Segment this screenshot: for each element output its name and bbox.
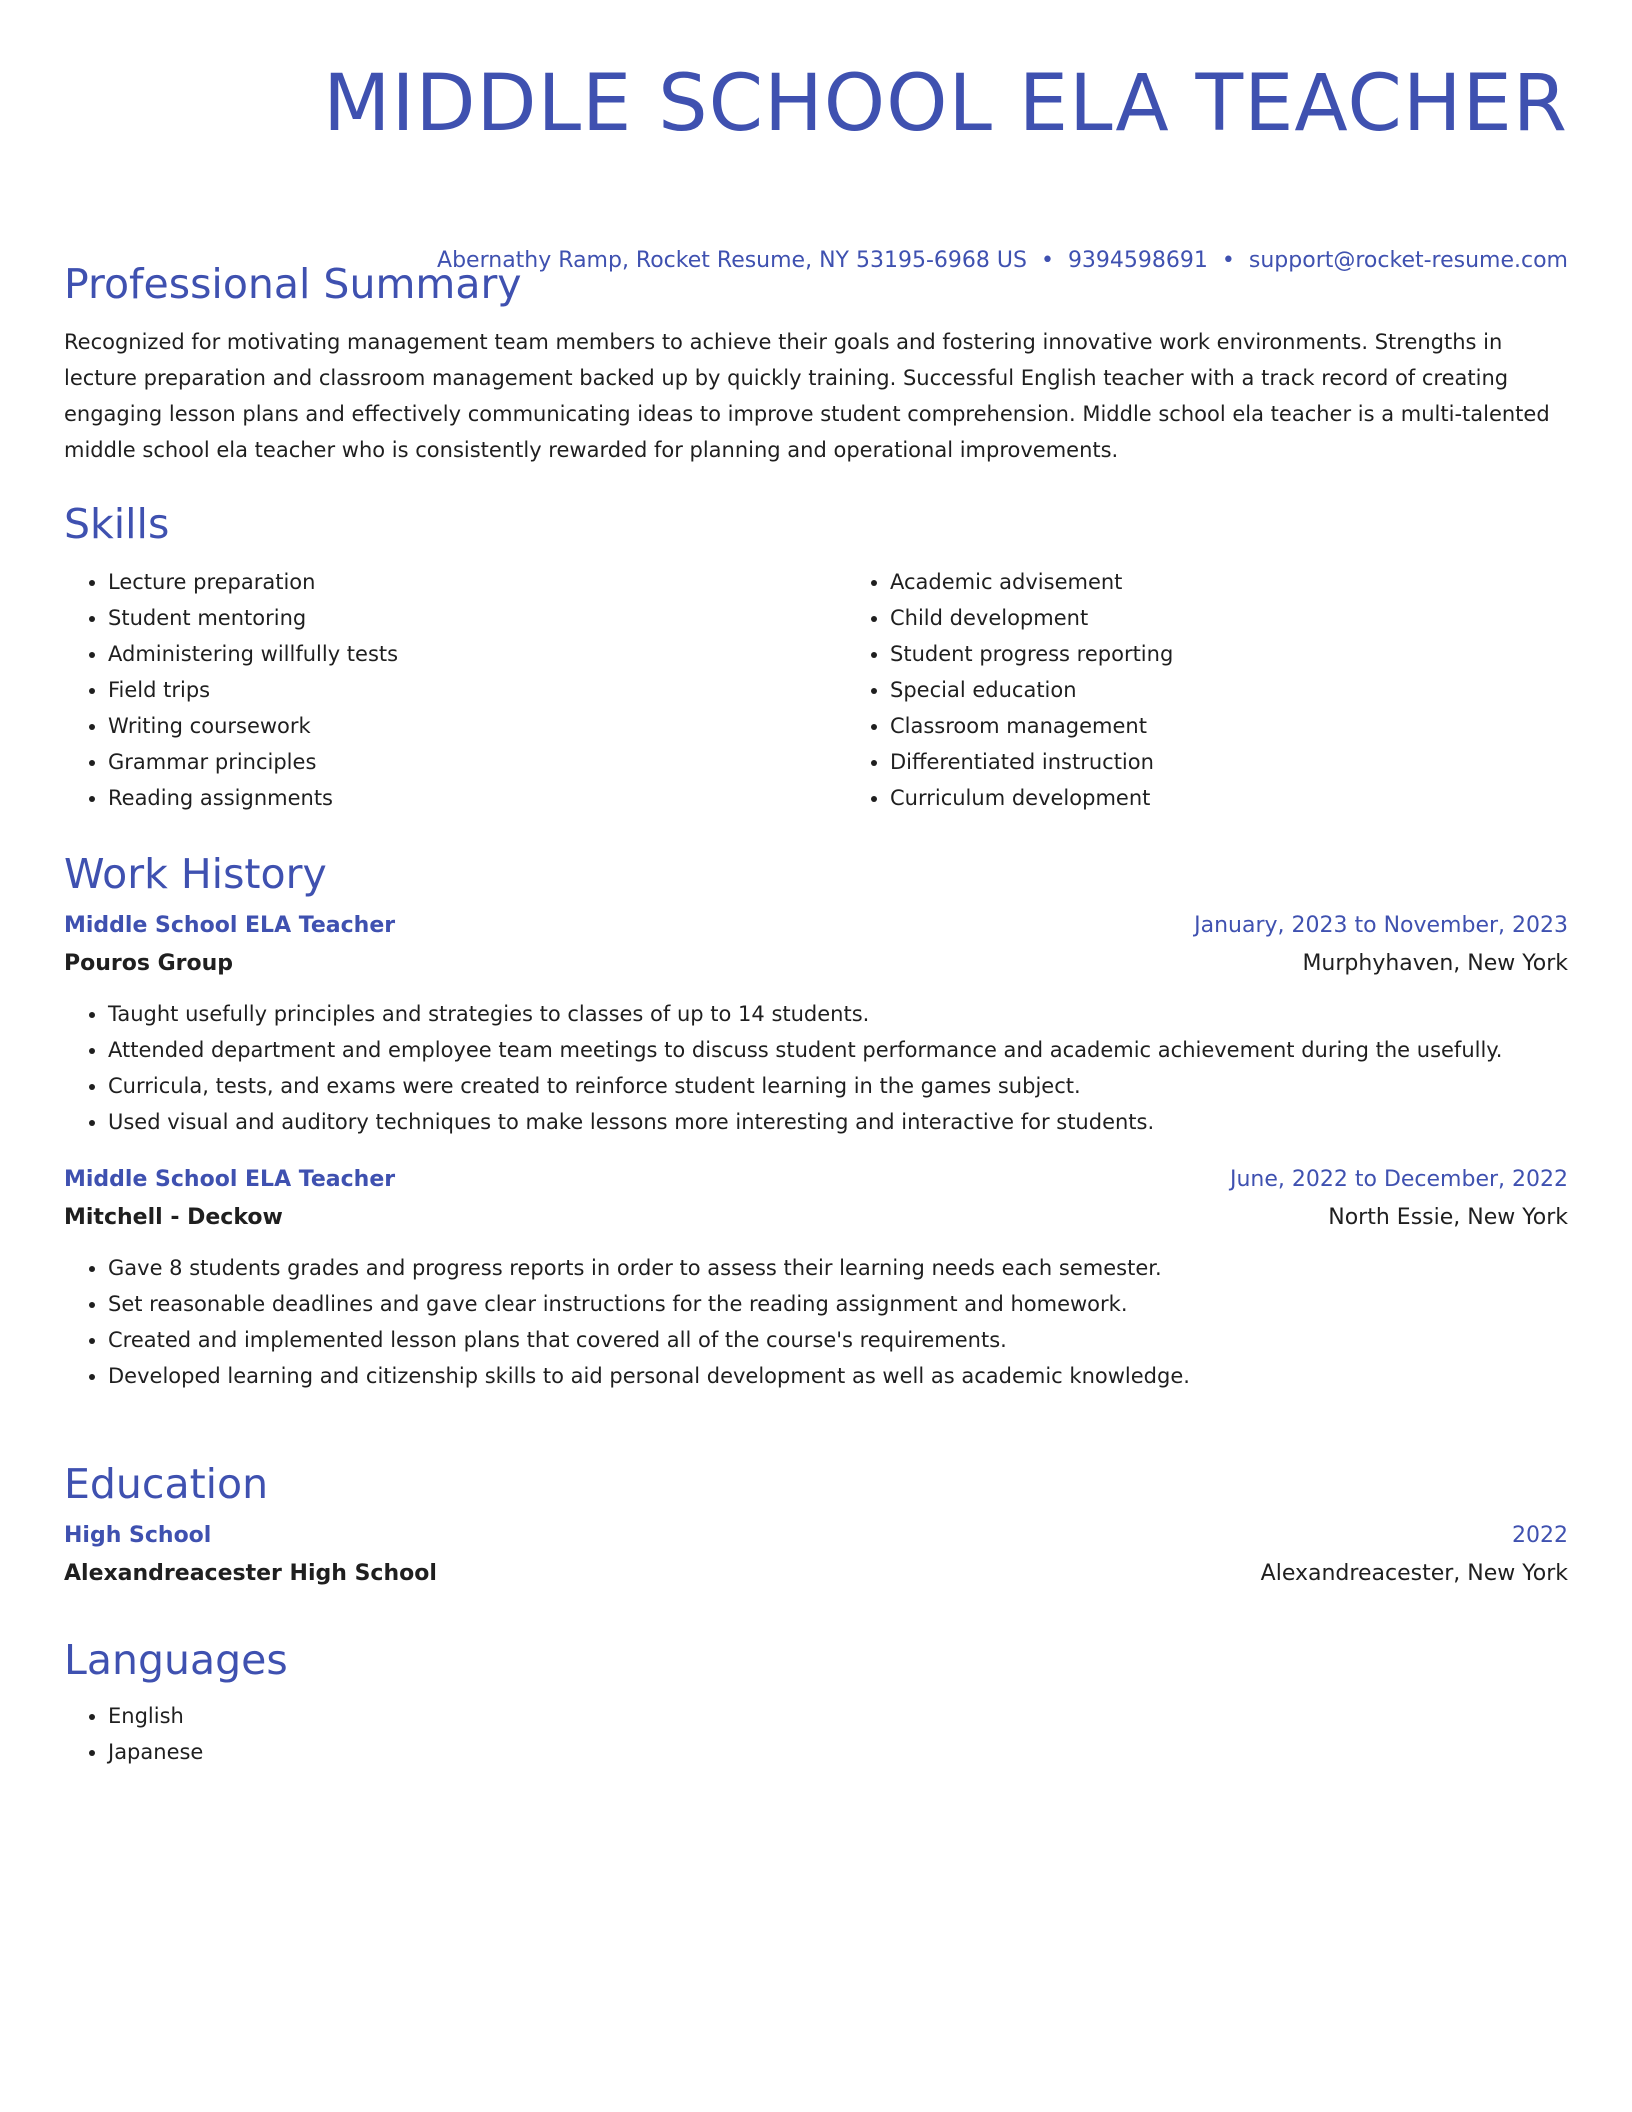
job-title: Middle School ELA Teacher bbox=[64, 913, 396, 938]
skills-list-right bbox=[846, 564, 1590, 816]
skill-item: • Academic advisement bbox=[890, 564, 1590, 600]
skill-item: • Administering willfully tests bbox=[108, 636, 808, 672]
section-title-education: Education bbox=[64, 1460, 269, 1508]
section-title-languages: Languages bbox=[64, 1636, 288, 1684]
work-section bbox=[64, 848, 1568, 1394]
contact-separator: • bbox=[1221, 248, 1235, 273]
languages-list bbox=[64, 1698, 288, 1770]
job-bullet: • Taught usefully principles and strategies to classes of up to 14 students. bbox=[108, 996, 1568, 1032]
skill-item: • Curriculum development bbox=[890, 780, 1590, 816]
summary-text: Recognized for motivating management team members to achieve their goals and fostering innovative work environments. Strengths in lecture preparation and classroom management backed up by quickly training. Successful English teacher with a track record of creating engaging lesson plans and effectively communicating ideas to improve student comprehension. Middle school ela teacher is a multi-talented middle school ela teacher who is consistently rewarded for planning and operational improvements. bbox=[64, 330, 1550, 462]
job-bullet: • Attended department and employee team meetings to discuss student performance and academic achievement during the usefully. bbox=[108, 1032, 1568, 1068]
languages-section bbox=[64, 1634, 288, 1770]
job-employer: Mitchell - Deckow bbox=[64, 1205, 283, 1230]
job-bullet: • Created and implemented lesson plans that covered all of the course's requirements. bbox=[108, 1322, 1568, 1358]
skill-item: • Child development bbox=[890, 600, 1590, 636]
job-employer-row bbox=[64, 944, 1568, 984]
contact-address: Abernathy Ramp, Rocket Resume, NY 53195-6968 US bbox=[437, 248, 1027, 273]
job-title: Middle School ELA Teacher bbox=[64, 1167, 396, 1192]
skill-item: • Grammar principles bbox=[108, 744, 808, 780]
contact-separator: • bbox=[1040, 248, 1054, 273]
job-header-row bbox=[64, 908, 1568, 944]
section-title-work: Work History bbox=[64, 850, 327, 898]
job-bullets bbox=[64, 1250, 1568, 1394]
section-title-summary: Professional Summary bbox=[64, 260, 522, 308]
job-employer-row bbox=[64, 1198, 1568, 1238]
skill-item: • Writing coursework bbox=[108, 708, 808, 744]
job-location: North Essie, New York bbox=[1328, 1205, 1568, 1230]
job-location: Murphyhaven, New York bbox=[1302, 951, 1568, 976]
job-entry bbox=[64, 1162, 1568, 1394]
education-section bbox=[64, 1458, 1568, 1594]
job-employer: Pouros Group bbox=[64, 951, 234, 976]
section-title-skills: Skills bbox=[64, 500, 170, 548]
skill-item: • Classroom management bbox=[890, 708, 1590, 744]
job-bullet: • Developed learning and citizenship skills to aid personal development as well as academic knowledge. bbox=[108, 1358, 1568, 1394]
skills-columns bbox=[64, 564, 1590, 816]
language-item: • English bbox=[108, 1698, 288, 1734]
skill-item: • Differentiated instruction bbox=[890, 744, 1590, 780]
skill-item: • Reading assignments bbox=[108, 780, 808, 816]
education-year: 2022 bbox=[1512, 1523, 1568, 1548]
resume-name: MIDDLE SCHOOL ELA TEACHER bbox=[323, 59, 1568, 149]
job-entry bbox=[64, 908, 1568, 1140]
contact-email[interactable]: support@rocket-resume.com bbox=[1248, 248, 1568, 273]
job-dates: January, 2023 to November, 2023 bbox=[1194, 913, 1568, 938]
job-bullets bbox=[64, 996, 1568, 1140]
job-dates: June, 2022 to December, 2022 bbox=[1229, 1167, 1568, 1192]
job-bullet: • Used visual and auditory techniques to make lessons more interesting and interactive for students. bbox=[108, 1104, 1568, 1140]
education-header-row bbox=[64, 1518, 1568, 1554]
skill-item: • Student progress reporting bbox=[890, 636, 1590, 672]
education-school-row bbox=[64, 1554, 1568, 1594]
job-bullet: • Curricula, tests, and exams were created to reinforce student learning in the games subject. bbox=[108, 1068, 1568, 1104]
skill-item: • Special education bbox=[890, 672, 1590, 708]
education-school: Alexandreacester High School bbox=[64, 1561, 437, 1586]
skill-item: • Field trips bbox=[108, 672, 808, 708]
job-bullet: • Set reasonable deadlines and gave clear instructions for the reading assignment and homework. bbox=[108, 1286, 1568, 1322]
contact-phone: 9394598691 bbox=[1067, 248, 1208, 273]
job-header-row bbox=[64, 1162, 1568, 1198]
summary-section bbox=[64, 258, 1568, 468]
skills-section bbox=[64, 498, 1590, 816]
job-bullet: • Gave 8 students grades and progress reports in order to assess their learning needs each semester. bbox=[108, 1250, 1568, 1286]
education-degree: High School bbox=[64, 1523, 212, 1548]
language-item: • Japanese bbox=[108, 1734, 288, 1770]
education-location: Alexandreacester, New York bbox=[1260, 1561, 1568, 1586]
skills-list-left bbox=[64, 564, 808, 816]
skill-item: • Student mentoring bbox=[108, 600, 808, 636]
skill-item: • Lecture preparation bbox=[108, 564, 808, 600]
